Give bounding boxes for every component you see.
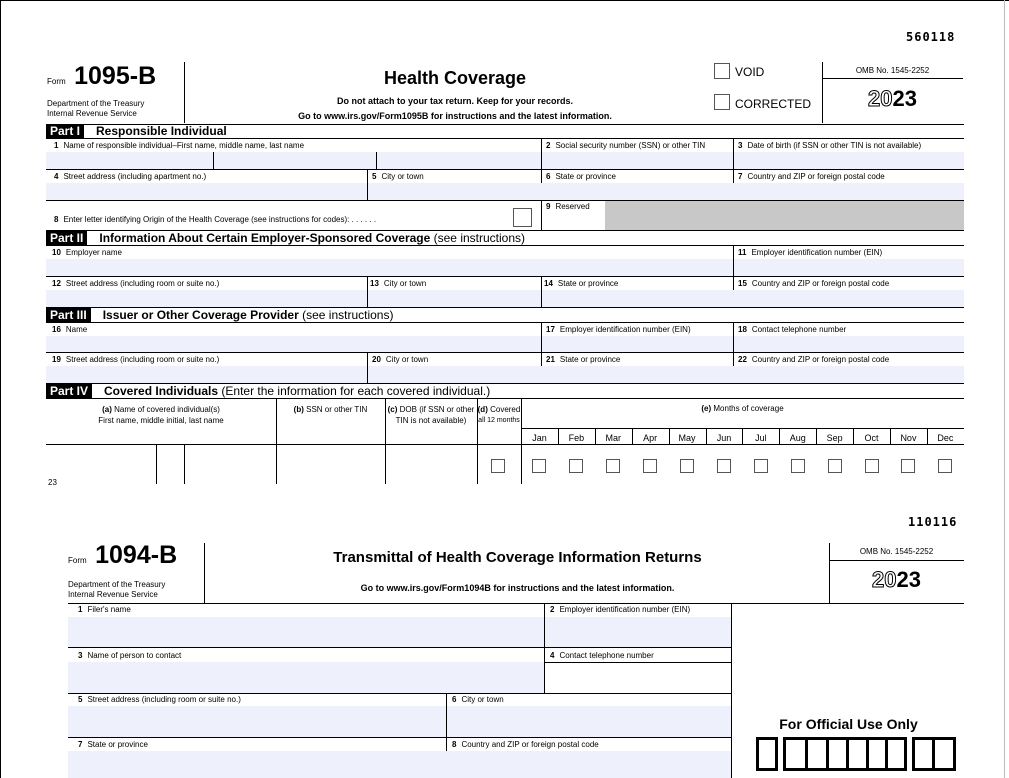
month-checkbox-apr[interactable] — [643, 459, 657, 473]
field-3-label: 3 Date of birth (if SSN or other TIN is not available) — [738, 141, 922, 150]
omb-number: OMB No. 1545-2252 — [855, 66, 930, 75]
part1-header — [46, 124, 227, 138]
col-e-header: (e) Months of coverage — [701, 404, 784, 413]
field-9-label: 9 Reserved — [546, 202, 590, 211]
official-block-2-bar-1 — [805, 740, 808, 768]
field-14-label: 14 State or province — [544, 279, 619, 288]
form-number-1094: 1094-B — [95, 541, 178, 569]
official-use-label: For Official Use Only — [779, 716, 918, 732]
part4-header-line — [46, 398, 964, 399]
part4-tag: Part IV — [46, 384, 92, 398]
field-8-box[interactable] — [513, 208, 532, 227]
1094-row1-bottom — [68, 647, 731, 648]
barcode-number: 560118 — [906, 30, 956, 44]
field-16-label: 16 Name — [52, 325, 88, 334]
col-a-header: (a) Name of covered individual(s) First name, middle initial, last name — [98, 405, 224, 425]
form-id-1094 — [68, 541, 177, 570]
instruction-1: Do not attach to your tax return. Keep for your records. — [336, 96, 574, 106]
month-divider-1 — [558, 428, 559, 444]
month-checkbox-feb[interactable] — [569, 459, 583, 473]
corrected-label: CORRECTED — [735, 97, 812, 111]
field-13-label: 13 City or town — [370, 279, 427, 288]
month-checkbox-mar[interactable] — [606, 459, 620, 473]
month-checkbox-aug[interactable] — [791, 459, 805, 473]
tax-year-solid-1094: 23 — [896, 567, 921, 592]
page-border-right — [1004, 0, 1005, 778]
name-divider-1 — [213, 152, 214, 169]
name-col-divider-1 — [156, 444, 157, 484]
row16-fill — [46, 336, 964, 353]
field-17-label: 17 Employer identification number (EIN) — [546, 325, 691, 334]
form-number: 1095-B — [74, 62, 157, 90]
month-checkbox-nov[interactable] — [901, 459, 915, 473]
1094-field4-underline — [544, 662, 731, 663]
month-divider-9 — [853, 428, 854, 444]
col-divider-367b — [367, 276, 368, 307]
field-22-label: 22 Country and ZIP or foreign postal code — [738, 355, 890, 364]
field-15-label: 15 Country and ZIP or foreign postal code — [738, 279, 890, 288]
row19-fill — [46, 366, 964, 383]
part1-header-line — [46, 138, 964, 139]
agency — [47, 99, 144, 119]
month-checkbox-dec[interactable] — [938, 459, 952, 473]
row4-fill — [46, 183, 964, 200]
row16-bottom-line — [46, 352, 964, 353]
field-20-label: 20 City or town — [372, 355, 429, 364]
col-divider-d — [477, 398, 478, 484]
part3-tag: Part III — [46, 308, 91, 322]
part4-note: (Enter the information for each covered individual.) — [221, 384, 491, 398]
part1-title: Responsible Individual — [96, 124, 227, 138]
month-label-dec: Dec — [937, 433, 954, 443]
form-title: Health Coverage — [383, 68, 527, 88]
month-label-may: May — [678, 433, 696, 443]
part2-header — [46, 231, 525, 245]
col-b-header: (b) SSN or other TIN — [293, 405, 368, 414]
month-label-mar: Mar — [605, 433, 621, 443]
part3-header-line — [46, 322, 964, 323]
month-label-jul: Jul — [755, 433, 767, 443]
month-divider-10 — [890, 428, 891, 444]
month-divider-3 — [632, 428, 633, 444]
col-d-header: (d) Covered all 12 months — [477, 405, 521, 424]
col-divider-367c — [367, 352, 368, 383]
month-checkbox-jul[interactable] — [754, 459, 768, 473]
part4-title: Covered Individuals — [104, 384, 219, 398]
tax-year-outline: 20 — [868, 86, 893, 111]
field-2-label: 2 Social security number (SSN) or other TIN — [546, 141, 706, 150]
1094-field-8-label: 8 Country and ZIP or foreign postal code — [452, 740, 599, 749]
covered-all-12-checkbox[interactable] — [491, 459, 505, 473]
field-1-label: 1 Name of responsible individual–First name, middle name, last name — [54, 141, 305, 150]
1094-row7-fill — [68, 751, 731, 778]
official-block-2-bar-3 — [846, 740, 849, 768]
month-checkbox-may[interactable] — [680, 459, 694, 473]
tax-year — [822, 86, 963, 112]
field-5-label: 5 City or town — [372, 172, 424, 181]
tax-year-solid: 23 — [892, 86, 917, 111]
part2-note: (see instructions) — [433, 231, 526, 245]
month-label-apr: Apr — [643, 433, 658, 443]
official-block-3-bar — [932, 740, 935, 768]
field-19-label: 19 Street address (including room or suite no.) — [52, 355, 220, 364]
col-divider-541b — [541, 200, 542, 230]
month-label-nov: Nov — [900, 433, 917, 443]
month-label-jan: Jan — [532, 433, 547, 443]
month-divider-6 — [742, 428, 743, 444]
corrected-checkbox[interactable] — [714, 94, 730, 110]
void-checkbox[interactable] — [714, 63, 730, 79]
page-border-top — [0, 0, 1009, 1]
field-12-label: 12 Street address (including room or suite no.) — [52, 279, 220, 288]
dept-name: Department of the Treasury — [47, 99, 145, 108]
field-18-label: 18 Contact telephone number — [738, 325, 847, 334]
row1-fill — [46, 152, 964, 169]
1094-field-4-label: 4 Contact telephone number — [550, 651, 654, 660]
part3-header — [46, 308, 393, 322]
part3-title: Issuer or Other Coverage Provider — [102, 308, 299, 322]
1094-field-3-label: 3 Name of person to contact — [78, 651, 182, 660]
1094-field-6-label: 6 City or town — [452, 695, 504, 704]
form-title-1094: Transmittal of Health Coverage Information Returns — [333, 549, 702, 566]
col-divider-c — [385, 398, 386, 484]
1094-col-divider-544 — [544, 603, 545, 693]
month-label-oct: Oct — [864, 433, 879, 443]
void-label: VOID — [735, 65, 765, 79]
part2-tag: Part II — [46, 231, 87, 245]
1094-field-5-label: 5 Street address (including room or suite no.) — [78, 695, 241, 704]
field-7-label: 7 Country and ZIP or foreign postal code — [738, 172, 885, 181]
row10-fill — [46, 259, 964, 276]
page-border-left — [0, 0, 1, 778]
month-checkbox-jun[interactable] — [717, 459, 731, 473]
col-divider-b — [276, 398, 277, 484]
official-block-2 — [783, 737, 907, 771]
row-23-number: 23 — [48, 478, 57, 487]
official-block-2-bar-2 — [826, 740, 829, 768]
row10-bottom-line — [46, 276, 964, 277]
field-21-label: 21 State or province — [546, 355, 621, 364]
field-6-label: 6 State or province — [546, 172, 616, 181]
col-divider-367a — [367, 169, 368, 201]
tax-year-outline-1094: 20 — [872, 567, 897, 592]
row12-fill — [46, 290, 964, 307]
instruction-2: Go to www.irs.gov/Form1095B for instructions and the latest information. — [298, 111, 612, 121]
name-divider-2 — [376, 152, 377, 169]
reserved-shade — [605, 201, 964, 230]
1094-row5-bottom — [68, 737, 731, 738]
official-block-2-bar-4 — [866, 740, 869, 768]
name-col-divider-2 — [184, 444, 185, 484]
1094-field-7-label: 7 State or province — [78, 740, 148, 749]
irs-name-1094: Internal Revenue Service — [68, 590, 158, 599]
barcode-number-1094: 110116 — [908, 515, 958, 529]
official-block-2-bar-5 — [885, 740, 888, 768]
field-11-label: 11 Employer identification number (EIN) — [738, 248, 883, 257]
month-divider-8 — [816, 428, 817, 444]
month-divider-4 — [669, 428, 670, 444]
month-checkbox-sep[interactable] — [828, 459, 842, 473]
month-checkbox-jan[interactable] — [532, 459, 546, 473]
dept-name-1094: Department of the Treasury — [68, 580, 166, 589]
form-word-1094: Form — [68, 556, 87, 565]
field-8-label: 8 Enter letter identifying Origin of the Health Coverage (see instructions for codes): . . . . . . — [54, 215, 377, 224]
field-4-label: 4 Street address (including apartment no.) — [54, 172, 207, 181]
1094-field-1-label: 1 Filer's name — [78, 605, 131, 614]
omb-underline — [822, 78, 963, 79]
field-10-label: 10 Employer name — [52, 248, 122, 257]
row1-bottom-line — [46, 169, 964, 170]
1094-row1-fill — [68, 617, 731, 647]
col-c-header: (c) DOB (if SSN or other TIN is not available) — [387, 405, 475, 425]
official-block-1 — [756, 737, 778, 771]
1094-right-panel-divider — [731, 603, 732, 778]
tax-year-1094 — [829, 567, 964, 593]
1094-row3-bottom — [68, 693, 731, 694]
month-divider-7 — [779, 428, 780, 444]
instruction-1094: Go to www.irs.gov/Form1094B for instructions and the latest information. — [360, 583, 675, 593]
omb-number-1094: OMB No. 1545-2252 — [859, 547, 934, 556]
omb-underline-1094 — [829, 560, 964, 561]
1094-row3-fill — [68, 662, 544, 693]
month-label-jun: Jun — [716, 433, 732, 443]
part3-note: (see instructions) — [302, 308, 394, 322]
part2-header-line — [46, 245, 964, 246]
agency-1094 — [68, 580, 165, 600]
1094-row5-fill — [68, 706, 731, 737]
month-label-aug: Aug — [789, 433, 806, 443]
col-divider-541c — [541, 276, 542, 307]
form-id — [47, 62, 156, 91]
part4-header — [46, 384, 490, 398]
part1-tag: Part I — [46, 124, 84, 138]
month-divider-11 — [927, 428, 928, 444]
month-checkbox-oct[interactable] — [865, 459, 879, 473]
1094-field-2-label: 2 Employer identification number (EIN) — [550, 605, 691, 614]
month-label-sep: Sep — [826, 433, 843, 443]
form-word: Form — [47, 77, 66, 86]
month-divider-5 — [706, 428, 707, 444]
month-divider-2 — [595, 428, 596, 444]
1094-top-line — [68, 603, 964, 604]
irs-name: Internal Revenue Service — [47, 109, 137, 118]
month-label-feb: Feb — [568, 433, 585, 443]
part2-title: Information About Certain Employer-Sponsored Coverage — [99, 231, 431, 245]
